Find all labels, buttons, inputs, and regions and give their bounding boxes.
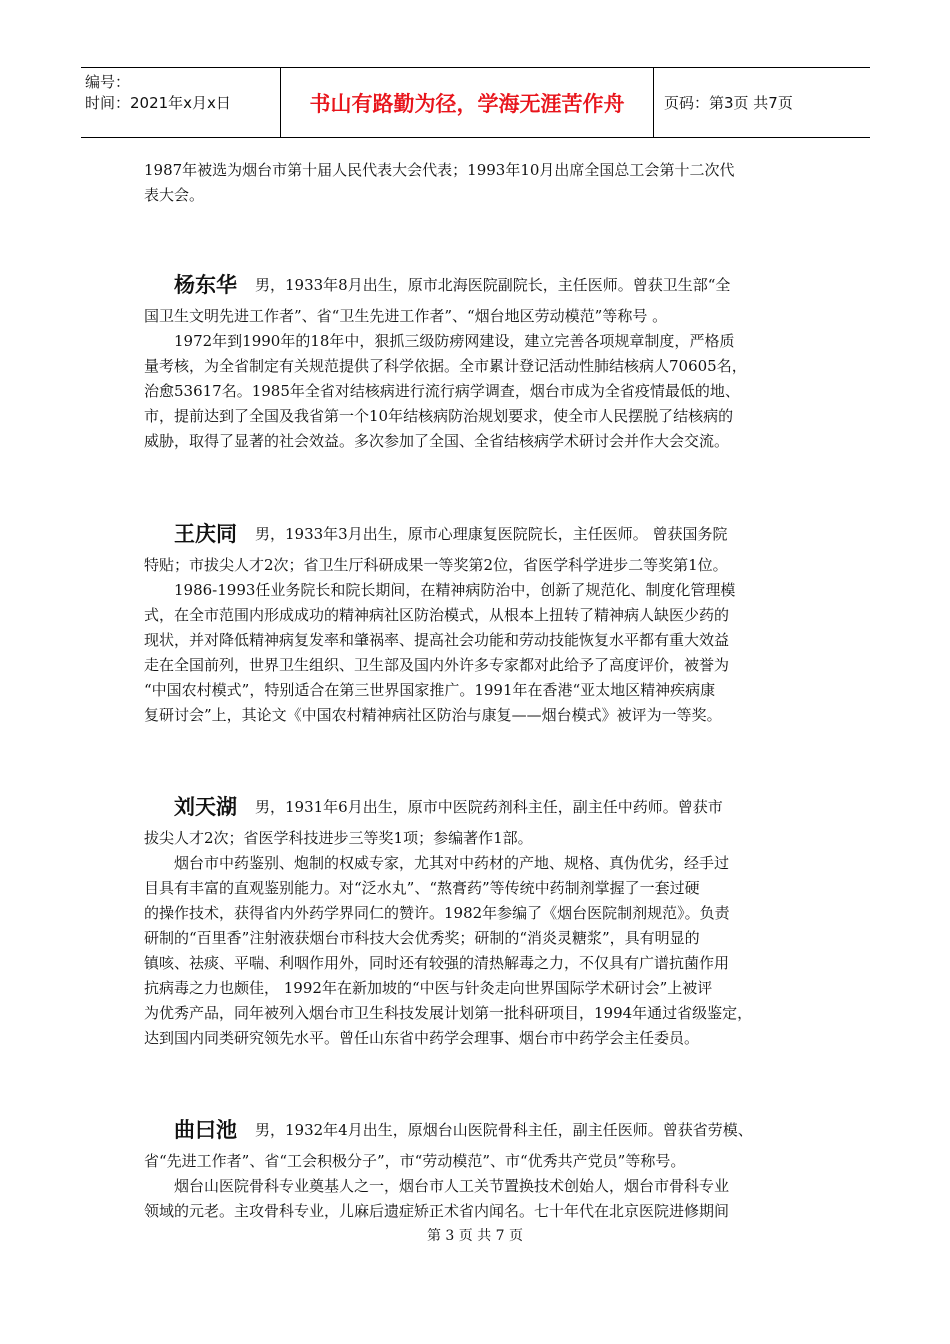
biography-section <box>144 266 816 454</box>
page-footer: 第 3 页 共 7 页 <box>426 1228 524 1244</box>
header-page-label: 页码：第3页 共7页 <box>664 94 793 112</box>
text-line: 威胁，取得了显著的社会效益。多次参加了全国、全省结核病学术研讨会并作大会交流。 <box>144 432 730 450</box>
text-line: 男，1933年8月出生，原市北海医院副院长，主任医师。曾获卫生部“全 <box>255 275 731 294</box>
text-line: 烟台山医院骨科专业奠基人之一，烟台市人工关节置换技术创始人，烟台市骨科专业 <box>174 1177 730 1195</box>
text-line: 治愈53617名。1985年全省对结核病进行流行病学调查，烟台市成为全省疫情最低的地、 <box>144 382 740 400</box>
text-line: 表大会。 <box>144 186 205 204</box>
text-line: 国卫生文明先进工作者”、省“卫生先进工作者”、“烟台地区劳动模范”等称号 。 <box>144 307 668 325</box>
header-meta <box>81 68 281 137</box>
text-line: 特贴；市拔尖人才2次；省卫生厅科研成果一等奖第2位，省医学科学进步二等奖第1位。 <box>144 556 728 574</box>
biography-heading-line <box>144 1111 816 1149</box>
text-line: 研制的“百里香”注射液获烟台市科技大会优秀奖；研制的“消炎灵糖浆”，具有明显的 <box>144 929 700 947</box>
header-motto: 书山有路勤为径，学海无涯苦作舟 <box>281 68 654 137</box>
person-name: 曲曰池 <box>174 1117 237 1142</box>
biography-section <box>144 788 816 1051</box>
text-line: 省“先进工作者”、省“工会积极分子”，市“劳动模范”、市“优秀共产党员”等称号。 <box>144 1152 686 1170</box>
text-line: 男，1932年4月出生，原烟台山医院骨科主任，副主任医师。曾获省劳模、 <box>255 1120 753 1139</box>
text-line: 为优秀产品，同年被列入烟台市卫生科技发展计划第一批科研项目，1994年通过省级鉴定， <box>144 1004 753 1022</box>
person-name: 杨东华 <box>174 272 237 297</box>
text-line: 1987年被选为烟台市第十届人民代表大会代表；1993年10月出席全国总工会第十二次代 <box>144 161 735 179</box>
biography-heading-line <box>144 515 816 553</box>
text-line: 1986-1993任业务院长和院长期间，在精神病防治中，创新了规范化、制度化管理模 <box>174 581 736 599</box>
text-line: 镇咳、祛痰、平喘、利咽作用外，同时还有较强的清热解毒之力，不仅具有广谱抗菌作用 <box>144 954 730 972</box>
person-name: 刘天湖 <box>174 794 237 819</box>
text-line: 的操作技术，获得省内外药学界同仁的赞许。1982年参编了《烟台医院制剂规范》。负责 <box>144 904 730 922</box>
text-line: 男，1931年6月出生，原市中医院药剂科主任，副主任中药师。曾获市 <box>255 797 723 816</box>
text-line: 抗病毒之力也颇佳， 1992年在新加坡的“中医与针灸走向世界国际学术研讨会”上被评 <box>144 979 713 997</box>
text-line: 领域的元老。主攻骨科专业，儿麻后遗症矫正术省内闻名。七十年代在北京医院进修期间 <box>144 1202 730 1220</box>
page-header <box>81 67 870 138</box>
biography-section <box>144 1111 816 1224</box>
text-line: 市，提前达到了全国及我省第一个10年结核病防治规划要求，使全市人民摆脱了结核病的 <box>144 407 734 425</box>
intro-paragraph <box>144 158 816 208</box>
text-line: 达到国内同类研究领先水平。曾任山东省中药学会理事、烟台市中药学会主任委员。 <box>144 1029 700 1047</box>
text-line: 1972年到1990年的18年中，狠抓三级防痨网建设，建立完善各项规章制度，严格质 <box>174 332 735 350</box>
text-line: 拔尖人才2次；省医学科技进步三等奖1项；参编著作1部。 <box>144 829 533 847</box>
text-line: 男，1933年3月出生，原市心理康复医院院长，主任医师。 曾获国务院 <box>255 524 728 543</box>
text-line: 走在全国前列，世界卫生组织、卫生部及国内外许多专家都对此给予了高度评价，被誉为 <box>144 656 730 674</box>
text-line: 烟台市中药鉴别、炮制的权威专家，尤其对中药材的产地、规格、真伪优劣，经手过 <box>174 854 730 872</box>
biography-heading-line <box>144 266 816 304</box>
text-line: 复研讨会”上，其论文《中国农村精神病社区防治与康复——烟台模式》被评为一等奖。 <box>144 706 722 724</box>
serial-label: 编号： <box>85 73 131 91</box>
biography-heading-line <box>144 788 816 826</box>
date-label: 时间：2021年x月x日 <box>85 94 231 112</box>
text-line: 式，在全市范围内形成成功的精神病社区防治模式，从根本上扭转了精神病人缺医少药的 <box>144 606 730 624</box>
text-line: “中国农村模式”，特别适合在第三世界国家推广。1991年在香港“亚太地区精神疾病康 <box>144 681 716 699</box>
text-line: 量考核，为全省制定有关规范提供了科学依据。全市累计登记活动性肺结核病人70605名， <box>144 357 747 375</box>
text-line: 目具有丰富的直观鉴别能力。对“泛水丸”、“熬膏药”等传统中药制剂掌握了一套过硬 <box>144 879 700 897</box>
person-name: 王庆同 <box>174 521 237 546</box>
biography-section <box>144 515 816 728</box>
text-line: 现状，并对降低精神病复发率和肇祸率、提高社会功能和劳动技能恢复水平都有重大效益 <box>144 631 730 649</box>
